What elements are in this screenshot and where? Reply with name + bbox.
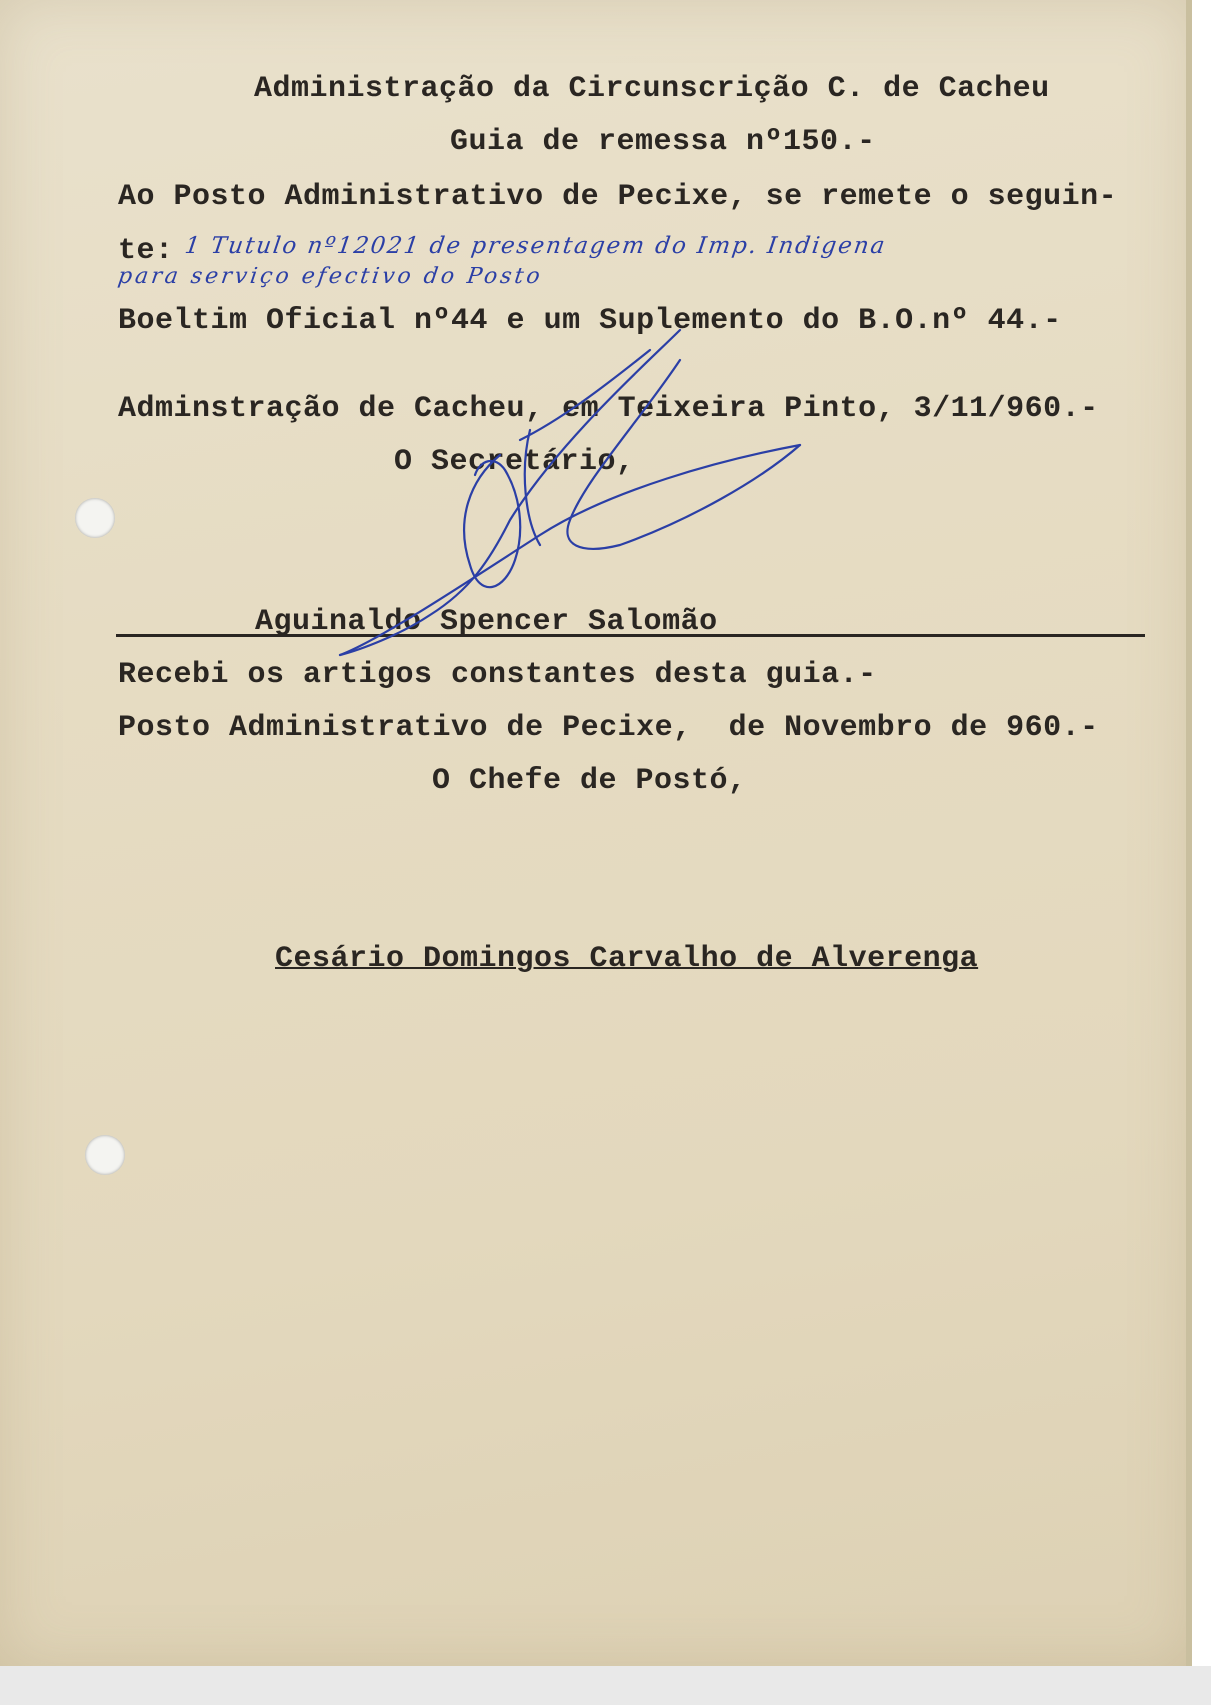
handwritten-line-1: 1 Tutulo nº12021 de presentagem do Imp. Indigena [183, 233, 889, 259]
guide-number: Guia de remessa nº150.- [450, 125, 876, 159]
addressee-line: Ao Posto Administrativo de Pecixe, se remete o seguin- [118, 180, 1118, 214]
place-date-line: Adminstração de Cacheu, em Teixeira Pinto, 3/11/960.- [118, 392, 1099, 426]
receipt-line: Recebi os artigos constantes desta guia.- [118, 658, 877, 692]
bulletin-line: Boeltim Oficial nº44 e um Suplemento do B.O.nº 44.- [118, 304, 1062, 338]
addressee-continuation: te: [118, 234, 174, 268]
secretary-name: Aguinaldo Spencer Salomão [255, 605, 718, 639]
chief-title: O Chefe de Postó, [432, 764, 747, 798]
receipt-place-date: Posto Administrativo de Pecixe, de Novembro de 960.- [118, 711, 1099, 745]
handwritten-line-2: para serviço efectivo do Posto [116, 264, 545, 289]
chief-name: Cesário Domingos Carvalho de Alverenga [275, 942, 979, 976]
secretary-title: O Secretário, [394, 445, 635, 479]
header-title: Administração da Circunscrição C. de Cacheu [254, 72, 1050, 106]
